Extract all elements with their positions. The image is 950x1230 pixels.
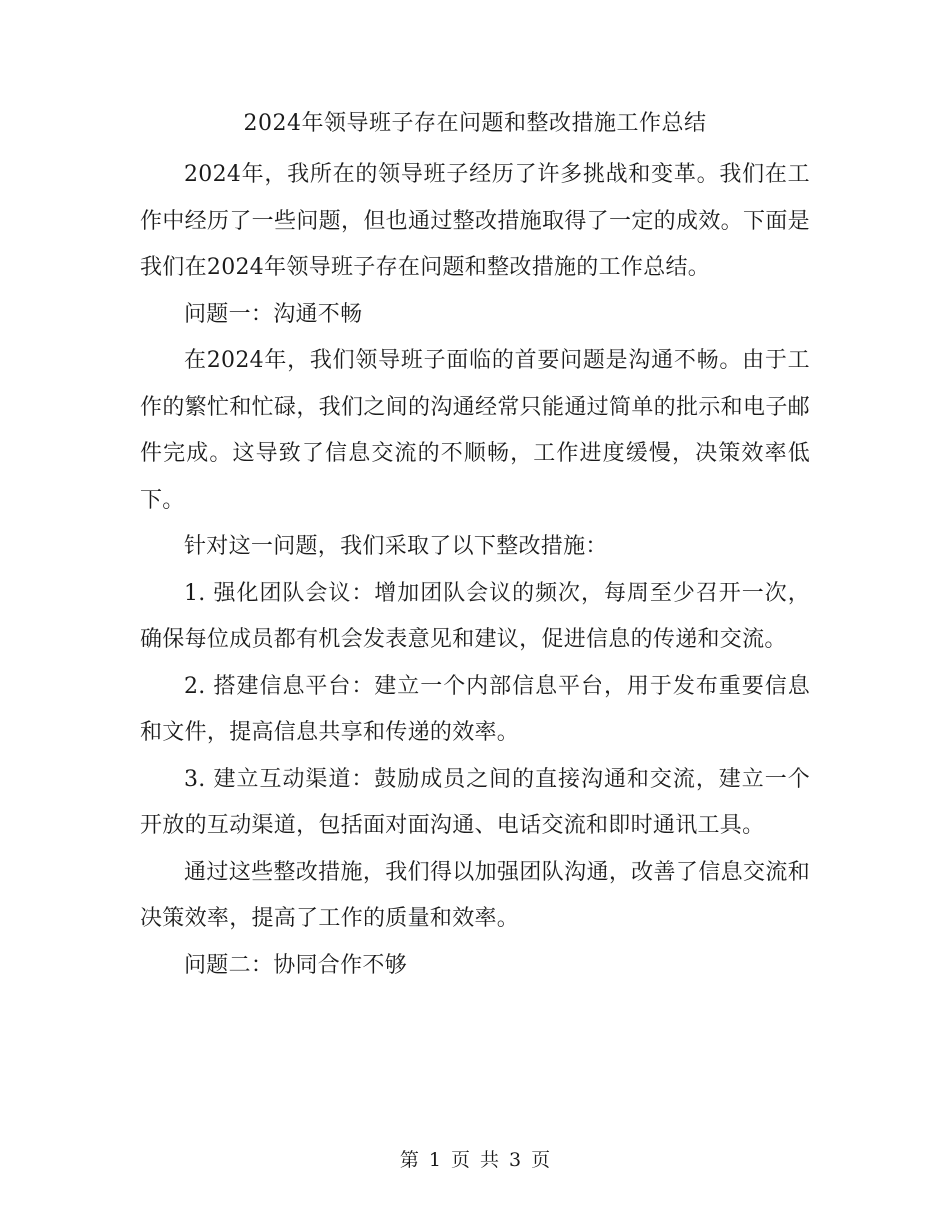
paragraph-measures-result: 通过这些整改措施，我们得以加强团队沟通，改善了信息交流和决策效率，提高了工作的质量和效率。 <box>140 859 810 931</box>
page-title: 2024年领导班子存在问题和整改措施工作总结 <box>243 111 707 136</box>
paragraph-measures-intro: 针对这一问题，我们采取了以下整改措施： <box>184 534 608 559</box>
list-item-measure-1: 1. 强化团队会议：增加团队会议的频次，每周至少召开一次，确保每位成员都有机会发表意见和建议，促进信息的传递和交流。 <box>140 580 810 652</box>
paragraph-issue-one: 在2024年，我们领导班子面临的首要问题是沟通不畅。由于工作的繁忙和忙碌，我们之间的沟通经常只能通过简单的批示和电子邮件完成。这导致了信息交流的不顺畅，工作进度缓慢，决策效率低下。 <box>140 348 810 513</box>
heading-issue-two: 问题二：协同合作不够 <box>184 952 408 978</box>
page-footer: 第 1 页 共 3 页 <box>399 1149 551 1171</box>
list-item-measure-3: 3. 建立互动渠道：鼓励成员之间的直接沟通和交流，建立一个开放的互动渠道，包括面对面沟通、电话交流和即时通讯工具。 <box>140 766 810 838</box>
heading-issue-one: 问题一：沟通不畅 <box>184 301 363 327</box>
list-item-measure-2: 2. 搭建信息平台：建立一个内部信息平台，用于发布重要信息和文件，提高信息共享和传递的效率。 <box>140 673 810 745</box>
paragraph-intro: 2024年，我所在的领导班子经历了许多挑战和变革。我们在工作中经历了一些问题，但也通过整改措施取得了一定的成效。下面是我们在2024年领导班子存在问题和整改措施的工作总结。 <box>140 162 810 280</box>
document-body <box>140 152 810 989</box>
